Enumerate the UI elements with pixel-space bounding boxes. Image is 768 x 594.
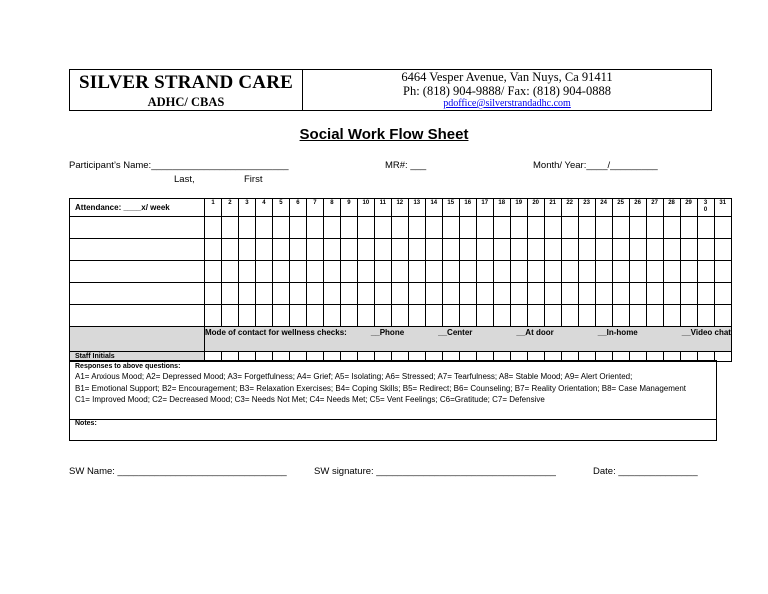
row-label-cell[interactable] xyxy=(70,283,205,305)
day-cell[interactable] xyxy=(357,261,374,283)
day-cell[interactable] xyxy=(493,305,510,327)
day-cell[interactable] xyxy=(697,239,714,261)
day-cell[interactable] xyxy=(680,217,697,239)
day-cell[interactable] xyxy=(561,239,578,261)
day-header: 1 xyxy=(205,199,222,217)
grid-row xyxy=(70,239,732,261)
day-cell[interactable] xyxy=(680,305,697,327)
day-cell[interactable] xyxy=(527,217,544,239)
day-cell[interactable] xyxy=(561,261,578,283)
row-label-cell[interactable] xyxy=(70,239,205,261)
day-cell[interactable] xyxy=(306,261,323,283)
responses-title: Responses to above questions: xyxy=(75,363,181,370)
day-cell[interactable] xyxy=(323,217,340,239)
day-cell[interactable] xyxy=(680,239,697,261)
day-cell[interactable] xyxy=(578,261,595,283)
day-cell[interactable] xyxy=(544,283,561,305)
mode-spacer xyxy=(70,327,205,352)
day-cell[interactable] xyxy=(510,217,527,239)
day-cell[interactable] xyxy=(629,239,646,261)
day-cell[interactable] xyxy=(714,239,731,261)
day-cell[interactable] xyxy=(544,305,561,327)
day-cell[interactable] xyxy=(646,283,663,305)
day-cell[interactable] xyxy=(374,239,391,261)
day-cell[interactable] xyxy=(527,239,544,261)
day-cell[interactable] xyxy=(663,217,680,239)
day-cell[interactable] xyxy=(714,305,731,327)
day-cell[interactable] xyxy=(323,305,340,327)
attendance-label: Attendance: ____x/ week xyxy=(70,199,205,217)
day-cell[interactable] xyxy=(493,283,510,305)
day-cell[interactable] xyxy=(408,239,425,261)
day-cell[interactable] xyxy=(476,283,493,305)
day-cell[interactable] xyxy=(544,239,561,261)
day-cell[interactable] xyxy=(527,261,544,283)
day-header: 13 xyxy=(408,199,425,217)
mode-label: Mode of contact for wellness checks: xyxy=(205,328,347,337)
day-cell[interactable] xyxy=(714,283,731,305)
mode-option[interactable]: __Phone xyxy=(370,328,405,337)
staff-initials-label: Staff Initials xyxy=(70,352,205,362)
day-cell[interactable] xyxy=(306,283,323,305)
day-header: 16 xyxy=(459,199,476,217)
day-cell[interactable] xyxy=(255,217,272,239)
contact-block xyxy=(303,70,711,110)
day-header: 21 xyxy=(544,199,561,217)
day-cell[interactable] xyxy=(221,305,238,327)
day-cell[interactable] xyxy=(697,283,714,305)
day-cell[interactable] xyxy=(612,217,629,239)
day-cell[interactable] xyxy=(663,239,680,261)
day-cell[interactable] xyxy=(221,217,238,239)
day-cell[interactable] xyxy=(595,261,612,283)
day-cell[interactable] xyxy=(238,283,255,305)
day-cell[interactable] xyxy=(646,239,663,261)
day-cell[interactable] xyxy=(374,283,391,305)
day-cell[interactable] xyxy=(442,239,459,261)
day-header: 28 xyxy=(663,199,680,217)
day-cell[interactable] xyxy=(272,283,289,305)
attendance-grid xyxy=(69,198,732,362)
day-cell[interactable] xyxy=(527,283,544,305)
day-cell[interactable] xyxy=(272,305,289,327)
first-label: First xyxy=(244,174,263,185)
day-cell[interactable] xyxy=(680,261,697,283)
day-cell[interactable] xyxy=(476,261,493,283)
day-cell[interactable] xyxy=(374,261,391,283)
day-cell[interactable] xyxy=(408,305,425,327)
day-cell[interactable] xyxy=(476,217,493,239)
day-cell[interactable] xyxy=(612,239,629,261)
org-name: SILVER STRAND CARE xyxy=(78,72,294,93)
day-cell[interactable] xyxy=(323,261,340,283)
day-cell[interactable] xyxy=(357,283,374,305)
day-cell[interactable] xyxy=(357,239,374,261)
participant-name-field[interactable]: Participant’s Name:__________________________ xyxy=(69,160,289,171)
day-cell[interactable] xyxy=(408,261,425,283)
day-header: 11 xyxy=(374,199,391,217)
day-cell[interactable] xyxy=(612,261,629,283)
day-cell[interactable] xyxy=(255,239,272,261)
day-cell[interactable] xyxy=(612,283,629,305)
day-cell[interactable] xyxy=(340,305,357,327)
day-cell[interactable] xyxy=(391,261,408,283)
day-cell[interactable] xyxy=(612,305,629,327)
phone-fax: Ph: (818) 904-9888/ Fax: (818) 904-0888 xyxy=(403,84,611,98)
row-label-cell[interactable] xyxy=(70,217,205,239)
day-cell[interactable] xyxy=(238,239,255,261)
day-header: 19 xyxy=(510,199,527,217)
day-cell[interactable] xyxy=(646,305,663,327)
day-cell[interactable] xyxy=(357,217,374,239)
day-cell[interactable] xyxy=(306,305,323,327)
day-cell[interactable] xyxy=(289,305,306,327)
day-header: 15 xyxy=(442,199,459,217)
day-cell[interactable] xyxy=(255,305,272,327)
day-cell[interactable] xyxy=(255,261,272,283)
day-cell[interactable] xyxy=(340,261,357,283)
day-cell[interactable] xyxy=(238,217,255,239)
day-cell[interactable] xyxy=(442,305,459,327)
day-cell[interactable] xyxy=(306,239,323,261)
day-cell[interactable] xyxy=(459,283,476,305)
day-header: 8 xyxy=(323,199,340,217)
day-cell[interactable] xyxy=(578,283,595,305)
day-cell[interactable] xyxy=(205,217,222,239)
day-header: 10 xyxy=(357,199,374,217)
org-subtitle: ADHC/ CBAS xyxy=(147,95,225,109)
day-cell[interactable] xyxy=(544,261,561,283)
day-cell[interactable] xyxy=(205,239,222,261)
mode-option[interactable]: __Video chat xyxy=(681,328,731,337)
notes-label: Notes: xyxy=(75,420,97,427)
day-cell[interactable] xyxy=(221,239,238,261)
day-header: 3 0 xyxy=(697,199,714,217)
day-header: 7 xyxy=(306,199,323,217)
responses-legend xyxy=(69,360,717,420)
day-cell[interactable] xyxy=(391,305,408,327)
day-header: 20 xyxy=(527,199,544,217)
day-header: 24 xyxy=(595,199,612,217)
day-cell[interactable] xyxy=(306,217,323,239)
day-cell[interactable] xyxy=(595,239,612,261)
day-header: 4 xyxy=(255,199,272,217)
day-cell[interactable] xyxy=(663,261,680,283)
day-cell[interactable] xyxy=(561,283,578,305)
day-cell[interactable] xyxy=(425,305,442,327)
day-cell[interactable] xyxy=(697,261,714,283)
day-cell[interactable] xyxy=(205,283,222,305)
day-header: 23 xyxy=(578,199,595,217)
day-cell[interactable] xyxy=(425,239,442,261)
day-header: 3 xyxy=(238,199,255,217)
date-field[interactable]: Date: _______________ xyxy=(593,466,698,477)
day-cell[interactable] xyxy=(221,261,238,283)
grid-row xyxy=(70,305,732,327)
day-cell[interactable] xyxy=(629,217,646,239)
day-cell[interactable] xyxy=(595,217,612,239)
day-cell[interactable] xyxy=(272,261,289,283)
day-cell[interactable] xyxy=(408,217,425,239)
row-label-cell[interactable] xyxy=(70,261,205,283)
responses-line-c: C1= Improved Mood; C2= Decreased Mood; C3= Needs Not Met; C4= Needs Met; C5= Vent Feelings; C6=Gratitude; C7= Defensive xyxy=(75,395,545,404)
mode-option[interactable]: __In-home xyxy=(597,328,638,337)
day-cell[interactable] xyxy=(323,283,340,305)
day-cell[interactable] xyxy=(714,217,731,239)
day-cell[interactable] xyxy=(374,305,391,327)
day-cell[interactable] xyxy=(578,217,595,239)
day-cell[interactable] xyxy=(205,305,222,327)
month-year-field[interactable]: Month/ Year:____/_________ xyxy=(533,160,658,171)
day-cell[interactable] xyxy=(425,283,442,305)
day-header: 26 xyxy=(629,199,646,217)
day-cell[interactable] xyxy=(629,261,646,283)
notes-box[interactable] xyxy=(69,419,717,441)
day-cell[interactable] xyxy=(561,217,578,239)
day-cell[interactable] xyxy=(646,217,663,239)
mode-option[interactable]: __Center xyxy=(438,328,473,337)
day-cell[interactable] xyxy=(238,305,255,327)
day-cell[interactable] xyxy=(459,305,476,327)
day-cell[interactable] xyxy=(391,283,408,305)
grid-row xyxy=(70,283,732,305)
day-cell[interactable] xyxy=(374,217,391,239)
row-label-cell[interactable] xyxy=(70,305,205,327)
day-cell[interactable] xyxy=(493,239,510,261)
mr-field[interactable]: MR#: ___ xyxy=(385,160,427,171)
day-cell[interactable] xyxy=(323,239,340,261)
address: 6464 Vesper Avenue, Van Nuys, Ca 91411 xyxy=(401,70,613,84)
mode-option[interactable]: __At door xyxy=(516,328,554,337)
day-cell[interactable] xyxy=(425,261,442,283)
day-cell[interactable] xyxy=(697,217,714,239)
day-header: 31 xyxy=(714,199,731,217)
last-label: Last, xyxy=(174,174,195,185)
day-header: 27 xyxy=(646,199,663,217)
day-cell[interactable] xyxy=(272,239,289,261)
day-cell[interactable] xyxy=(544,217,561,239)
day-header: 17 xyxy=(476,199,493,217)
day-header: 25 xyxy=(612,199,629,217)
sw-name-field[interactable]: SW Name: ________________________________ xyxy=(69,466,287,477)
day-cell[interactable] xyxy=(272,217,289,239)
day-cell[interactable] xyxy=(459,239,476,261)
day-cell[interactable] xyxy=(680,283,697,305)
mode-of-contact xyxy=(205,327,732,352)
day-cell[interactable] xyxy=(442,261,459,283)
day-header: 18 xyxy=(493,199,510,217)
day-cell[interactable] xyxy=(714,261,731,283)
day-cell[interactable] xyxy=(357,305,374,327)
sw-signature-field[interactable]: SW signature: __________________________________ xyxy=(314,466,556,477)
day-cell[interactable] xyxy=(408,283,425,305)
day-header: 14 xyxy=(425,199,442,217)
day-cell[interactable] xyxy=(289,261,306,283)
day-cell[interactable] xyxy=(578,305,595,327)
day-cell[interactable] xyxy=(510,261,527,283)
day-cell[interactable] xyxy=(221,283,238,305)
day-cell[interactable] xyxy=(697,305,714,327)
day-cell[interactable] xyxy=(238,261,255,283)
day-cell[interactable] xyxy=(476,305,493,327)
day-cell[interactable] xyxy=(459,261,476,283)
day-cell[interactable] xyxy=(289,217,306,239)
grid-row xyxy=(70,261,732,283)
day-cell[interactable] xyxy=(425,217,442,239)
day-cell[interactable] xyxy=(205,261,222,283)
grid-row xyxy=(70,217,732,239)
day-cell[interactable] xyxy=(340,283,357,305)
day-header: 29 xyxy=(680,199,697,217)
day-cell[interactable] xyxy=(289,283,306,305)
day-cell[interactable] xyxy=(663,283,680,305)
day-header: 6 xyxy=(289,199,306,217)
day-cell[interactable] xyxy=(510,305,527,327)
email-link[interactable]: pdoffice@silverstrandadhc.com xyxy=(443,98,571,109)
day-cell[interactable] xyxy=(578,239,595,261)
day-cell[interactable] xyxy=(527,305,544,327)
day-cell[interactable] xyxy=(442,217,459,239)
day-cell[interactable] xyxy=(459,217,476,239)
day-cell[interactable] xyxy=(289,239,306,261)
day-cell[interactable] xyxy=(663,305,680,327)
page-title: Social Work Flow Sheet xyxy=(299,126,469,143)
header-box xyxy=(69,69,712,111)
day-cell[interactable] xyxy=(340,239,357,261)
day-cell[interactable] xyxy=(442,283,459,305)
day-cell[interactable] xyxy=(476,239,493,261)
day-cell[interactable] xyxy=(595,283,612,305)
day-header: 12 xyxy=(391,199,408,217)
day-cell[interactable] xyxy=(561,305,578,327)
responses-line-b: B1= Emotional Support; B2= Encouragement; B3= Relaxation Exercises; B4= Coping Skills; B5= Redirect; B6= Counseling; B7= Reality Orientation; B8= Case Management xyxy=(75,383,687,393)
day-cell[interactable] xyxy=(510,239,527,261)
day-header: 9 xyxy=(340,199,357,217)
day-cell[interactable] xyxy=(510,283,527,305)
day-cell[interactable] xyxy=(255,283,272,305)
day-cell[interactable] xyxy=(493,217,510,239)
org-block xyxy=(70,70,303,110)
day-cell[interactable] xyxy=(391,217,408,239)
day-cell[interactable] xyxy=(340,217,357,239)
day-cell[interactable] xyxy=(493,261,510,283)
day-cell[interactable] xyxy=(646,261,663,283)
day-cell[interactable] xyxy=(629,283,646,305)
day-header: 22 xyxy=(561,199,578,217)
day-header: 2 xyxy=(221,199,238,217)
day-cell[interactable] xyxy=(629,305,646,327)
responses-line-a: A1= Anxious Mood; A2= Depressed Mood; A3= Forgetfulness; A4= Grief; A5= Isolating; A6= Stressed; A7= Tearfulness; A8= Stable Mood; A9= Alert Oriented; xyxy=(75,372,633,381)
day-cell[interactable] xyxy=(391,239,408,261)
day-header: 5 xyxy=(272,199,289,217)
day-cell[interactable] xyxy=(595,305,612,327)
